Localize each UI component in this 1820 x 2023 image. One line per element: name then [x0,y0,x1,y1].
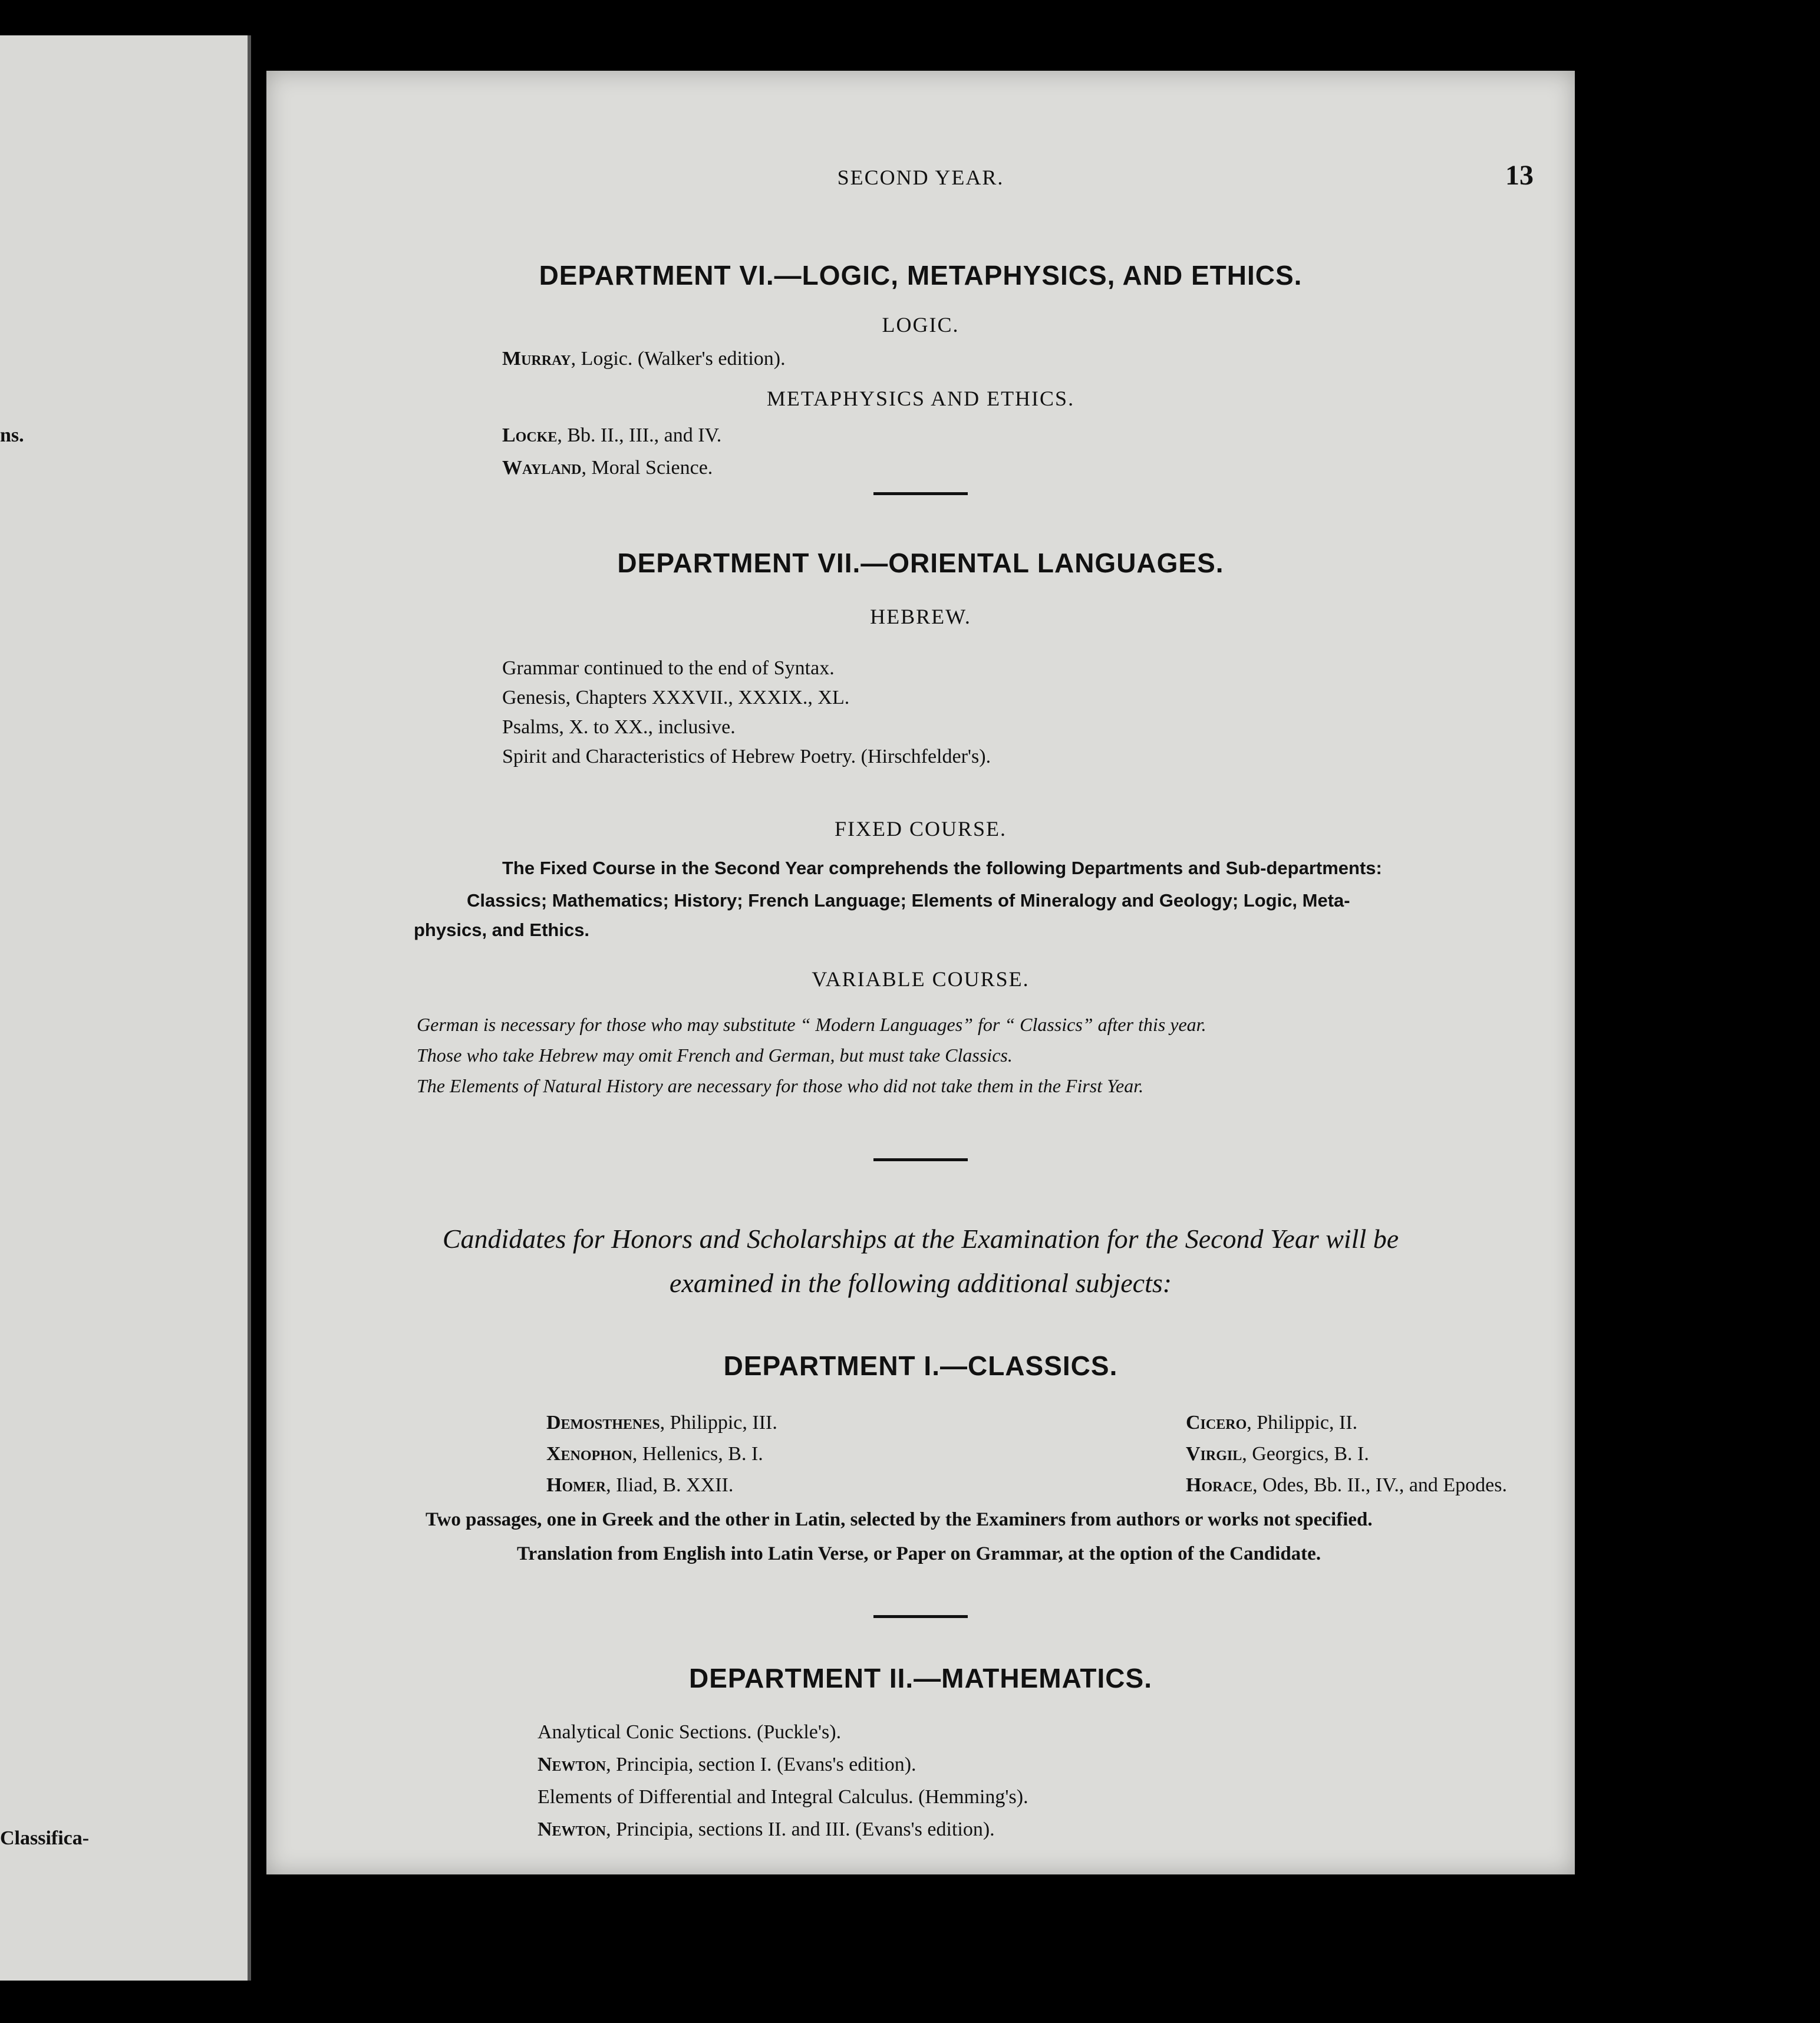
section-divider [873,1158,968,1161]
dept1-note: Two passages, one in Greek and the other in Latin, selected by the Examiners from authors or works not specified. [426,1509,1373,1530]
fixed-course-line: Classics; Mathematics; History; French Language; Elements of Mineralogy and Geology; Logic, Meta- [467,890,1350,911]
variable-course-line: The Elements of Natural History are necessary for those who did not take them in the First Year. [417,1075,1144,1096]
dept1-right-item: Cicero, Philippic, II. [1186,1412,1358,1434]
section-divider [873,492,968,495]
dept1-note: Translation from English into Latin Verse, or Paper on Grammar, at the option of the Candidate. [517,1543,1321,1564]
dept6-logic-item: Murray, Logic. (Walker's edition). [502,348,786,370]
dept1-right-item: Virgil, Georgics, B. I. [1186,1443,1369,1465]
dept1-left-item: Xenophon, Hellenics, B. I. [546,1443,763,1465]
candidates-line: Candidates for Honors and Scholarships at the Examination for the Second Year will be [442,1224,1399,1254]
variable-course-line: Those who take Hebrew may omit French and German, but must take Classics. [417,1045,1013,1066]
dept1-left-item: Homer, Iliad, B. XXII. [546,1474,734,1496]
candidates-line: examined in the following additional subjects: [669,1268,1172,1298]
dept1-title: DEPARTMENT I.—CLASSICS. [723,1350,1118,1381]
left-page-fragment: ns. [0,424,24,446]
dept7-item: Psalms, X. to XX., inclusive. [502,716,736,738]
dept7-item: Grammar continued to the end of Syntax. [502,657,835,679]
fixed-course-head: FIXED COURSE. [834,817,1007,841]
running-title: SECOND YEAR. [837,166,1004,189]
dept6-meta-head: METAPHYSICS AND ETHICS. [766,387,1075,410]
dept7-hebrew-head: HEBREW. [870,605,971,628]
dept1-left-item: Demosthenes, Philippic, III. [546,1412,777,1434]
dept2-item: Elements of Differential and Integral Calculus. (Hemming's). [538,1786,1028,1808]
fixed-course-line: physics, and Ethics. [414,920,590,940]
section-divider [873,1615,968,1618]
dept6-logic-head: LOGIC. [882,313,960,337]
variable-course-head: VARIABLE COURSE. [812,967,1030,991]
dept2-item: Analytical Conic Sections. (Puckle's). [538,1721,842,1743]
dept6-title: DEPARTMENT VI.—LOGIC, METAPHYSICS, AND ETHICS. [539,260,1303,291]
dept2-title: DEPARTMENT II.—MATHEMATICS. [689,1663,1152,1693]
dept7-item: Genesis, Chapters XXXVII., XXXIX., XL. [502,687,850,709]
dept1-right-item: Horace, Odes, Bb. II., IV., and Epodes. [1186,1474,1507,1496]
left-facing-page [0,35,251,1981]
dept6-meta-item: Locke, Bb. II., III., and IV. [502,424,722,446]
document-page [266,71,1575,1874]
page-number: 13 [1505,160,1534,191]
dept2-item: Newton, Principia, section I. (Evans's edition). [538,1754,916,1775]
dept2-item: Newton, Principia, sections II. and III. (Evans's edition). [538,1818,995,1840]
variable-course-line: German is necessary for those who may substitute “ Modern Languages” for “ Classics” after this year. [417,1014,1206,1035]
dept6-meta-item: Wayland, Moral Science. [502,457,713,479]
fixed-course-line: The Fixed Course in the Second Year comprehends the following Departments and Sub-departments: [502,858,1382,878]
left-page-fragment: Classifica- [0,1827,90,1849]
dept7-title: DEPARTMENT VII.—ORIENTAL LANGUAGES. [617,548,1224,578]
dept7-item: Spirit and Characteristics of Hebrew Poetry. (Hirschfelder's). [502,746,991,767]
